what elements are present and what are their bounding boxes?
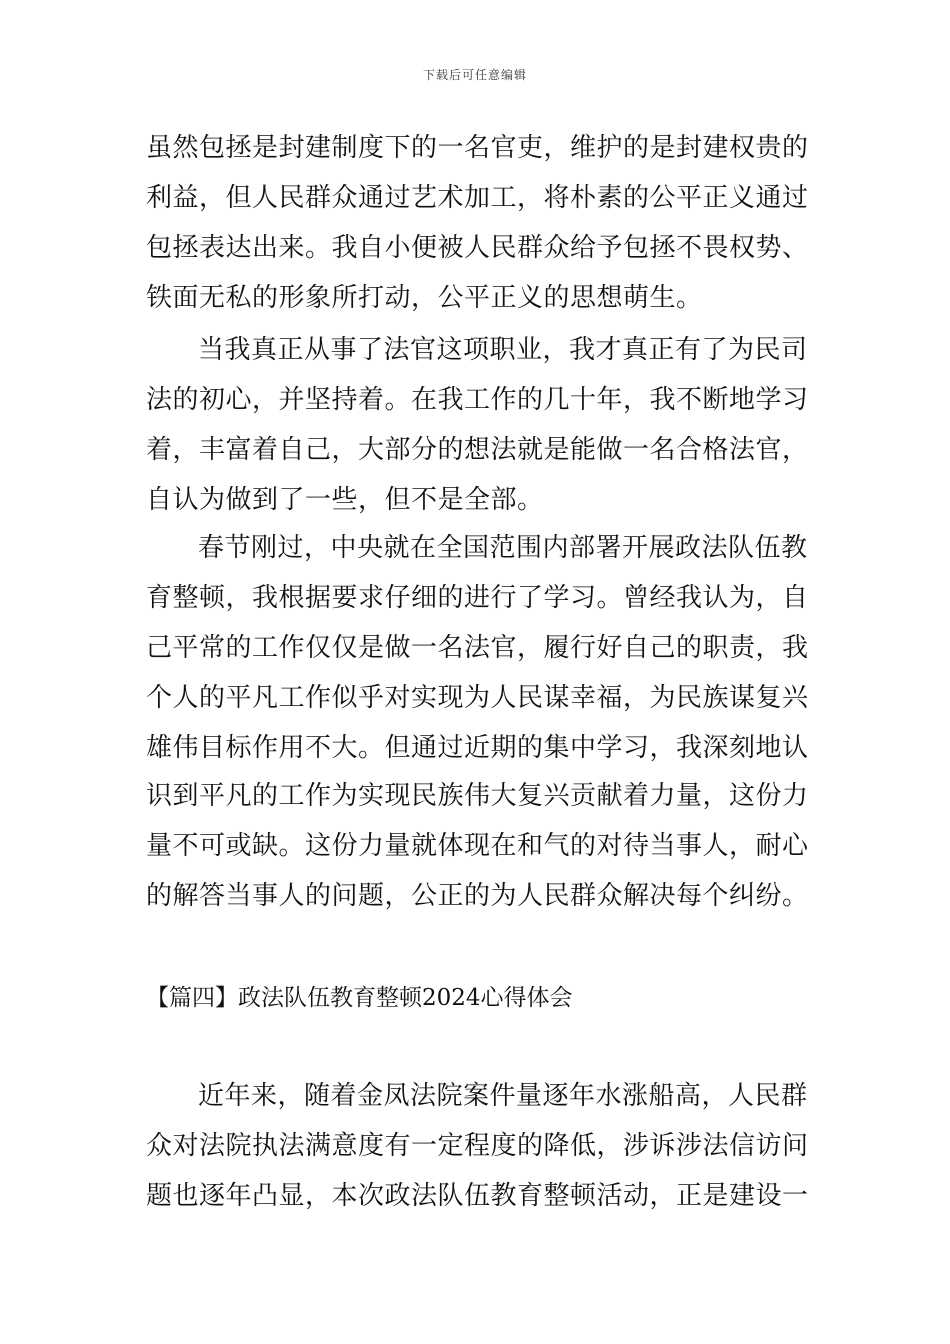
paragraph-3-line-5: 雄伟目标作用不大。但通过近期的集中学习，我深刻地认: [146, 733, 809, 763]
paragraph-1-line-1: 虽然包拯是封建制度下的一名官吏，维护的是封建权贵的: [146, 133, 809, 163]
paragraph-2-line-3: 着，丰富着自己，大部分的想法就是能做一名合格法官，: [146, 435, 809, 465]
page-header-note: 下载后可任意编辑: [422, 68, 527, 82]
paragraph-1-line-2: 利益，但人民群众通过艺术加工，将朴素的公平正义通过: [146, 183, 809, 213]
paragraph-3-line-4: 个人的平凡工作似乎对实现为人民谋幸福，为民族谋复兴: [146, 683, 809, 713]
paragraph-2-line-2: 法的初心，并坚持着。在我工作的几十年，我不断地学习: [146, 385, 809, 415]
paragraph-2-line-4: 自认为做到了一些，但不是全部。: [146, 485, 544, 515]
paragraph-3-line-7: 量不可或缺。这份力量就体现在和气的对待当事人，耐心: [146, 831, 809, 861]
paragraph-3-line-1: 春节刚过，中央就在全国范围内部署开展政法队伍教: [198, 533, 808, 563]
section-paragraph-line-2: 众对法院执法满意度有一定程度的降低，涉诉涉法信访问: [146, 1131, 809, 1161]
section-heading: 【篇四】政法队伍教育整顿2024心得体会: [146, 985, 573, 1011]
section-paragraph-line-3: 题也逐年凸显，本次政法队伍教育整顿活动，正是建设一: [146, 1181, 809, 1211]
paragraph-1-line-4: 铁面无私的形象所打动，公平正义的思想萌生。: [146, 283, 703, 313]
section-paragraph-line-1: 近年来，随着金凤法院案件量逐年水涨船高，人民群: [198, 1081, 808, 1111]
paragraph-3-line-6: 识到平凡的工作为实现民族伟大复兴贡献着力量，这份力: [146, 781, 809, 811]
paragraph-3-line-2: 育整顿，我根据要求仔细的进行了学习。曾经我认为，自: [146, 583, 809, 613]
paragraph-3-line-3: 己平常的工作仅仅是做一名法官，履行好自己的职责，我: [146, 633, 809, 663]
paragraph-2-line-1: 当我真正从事了法官这项职业，我才真正有了为民司: [198, 335, 808, 365]
paragraph-3-line-8: 的解答当事人的问题，公正的为人民群众解决每个纠纷。: [146, 881, 809, 911]
paragraph-1-line-3: 包拯表达出来。我自小便被人民群众给予包拯不畏权势、: [146, 233, 809, 263]
